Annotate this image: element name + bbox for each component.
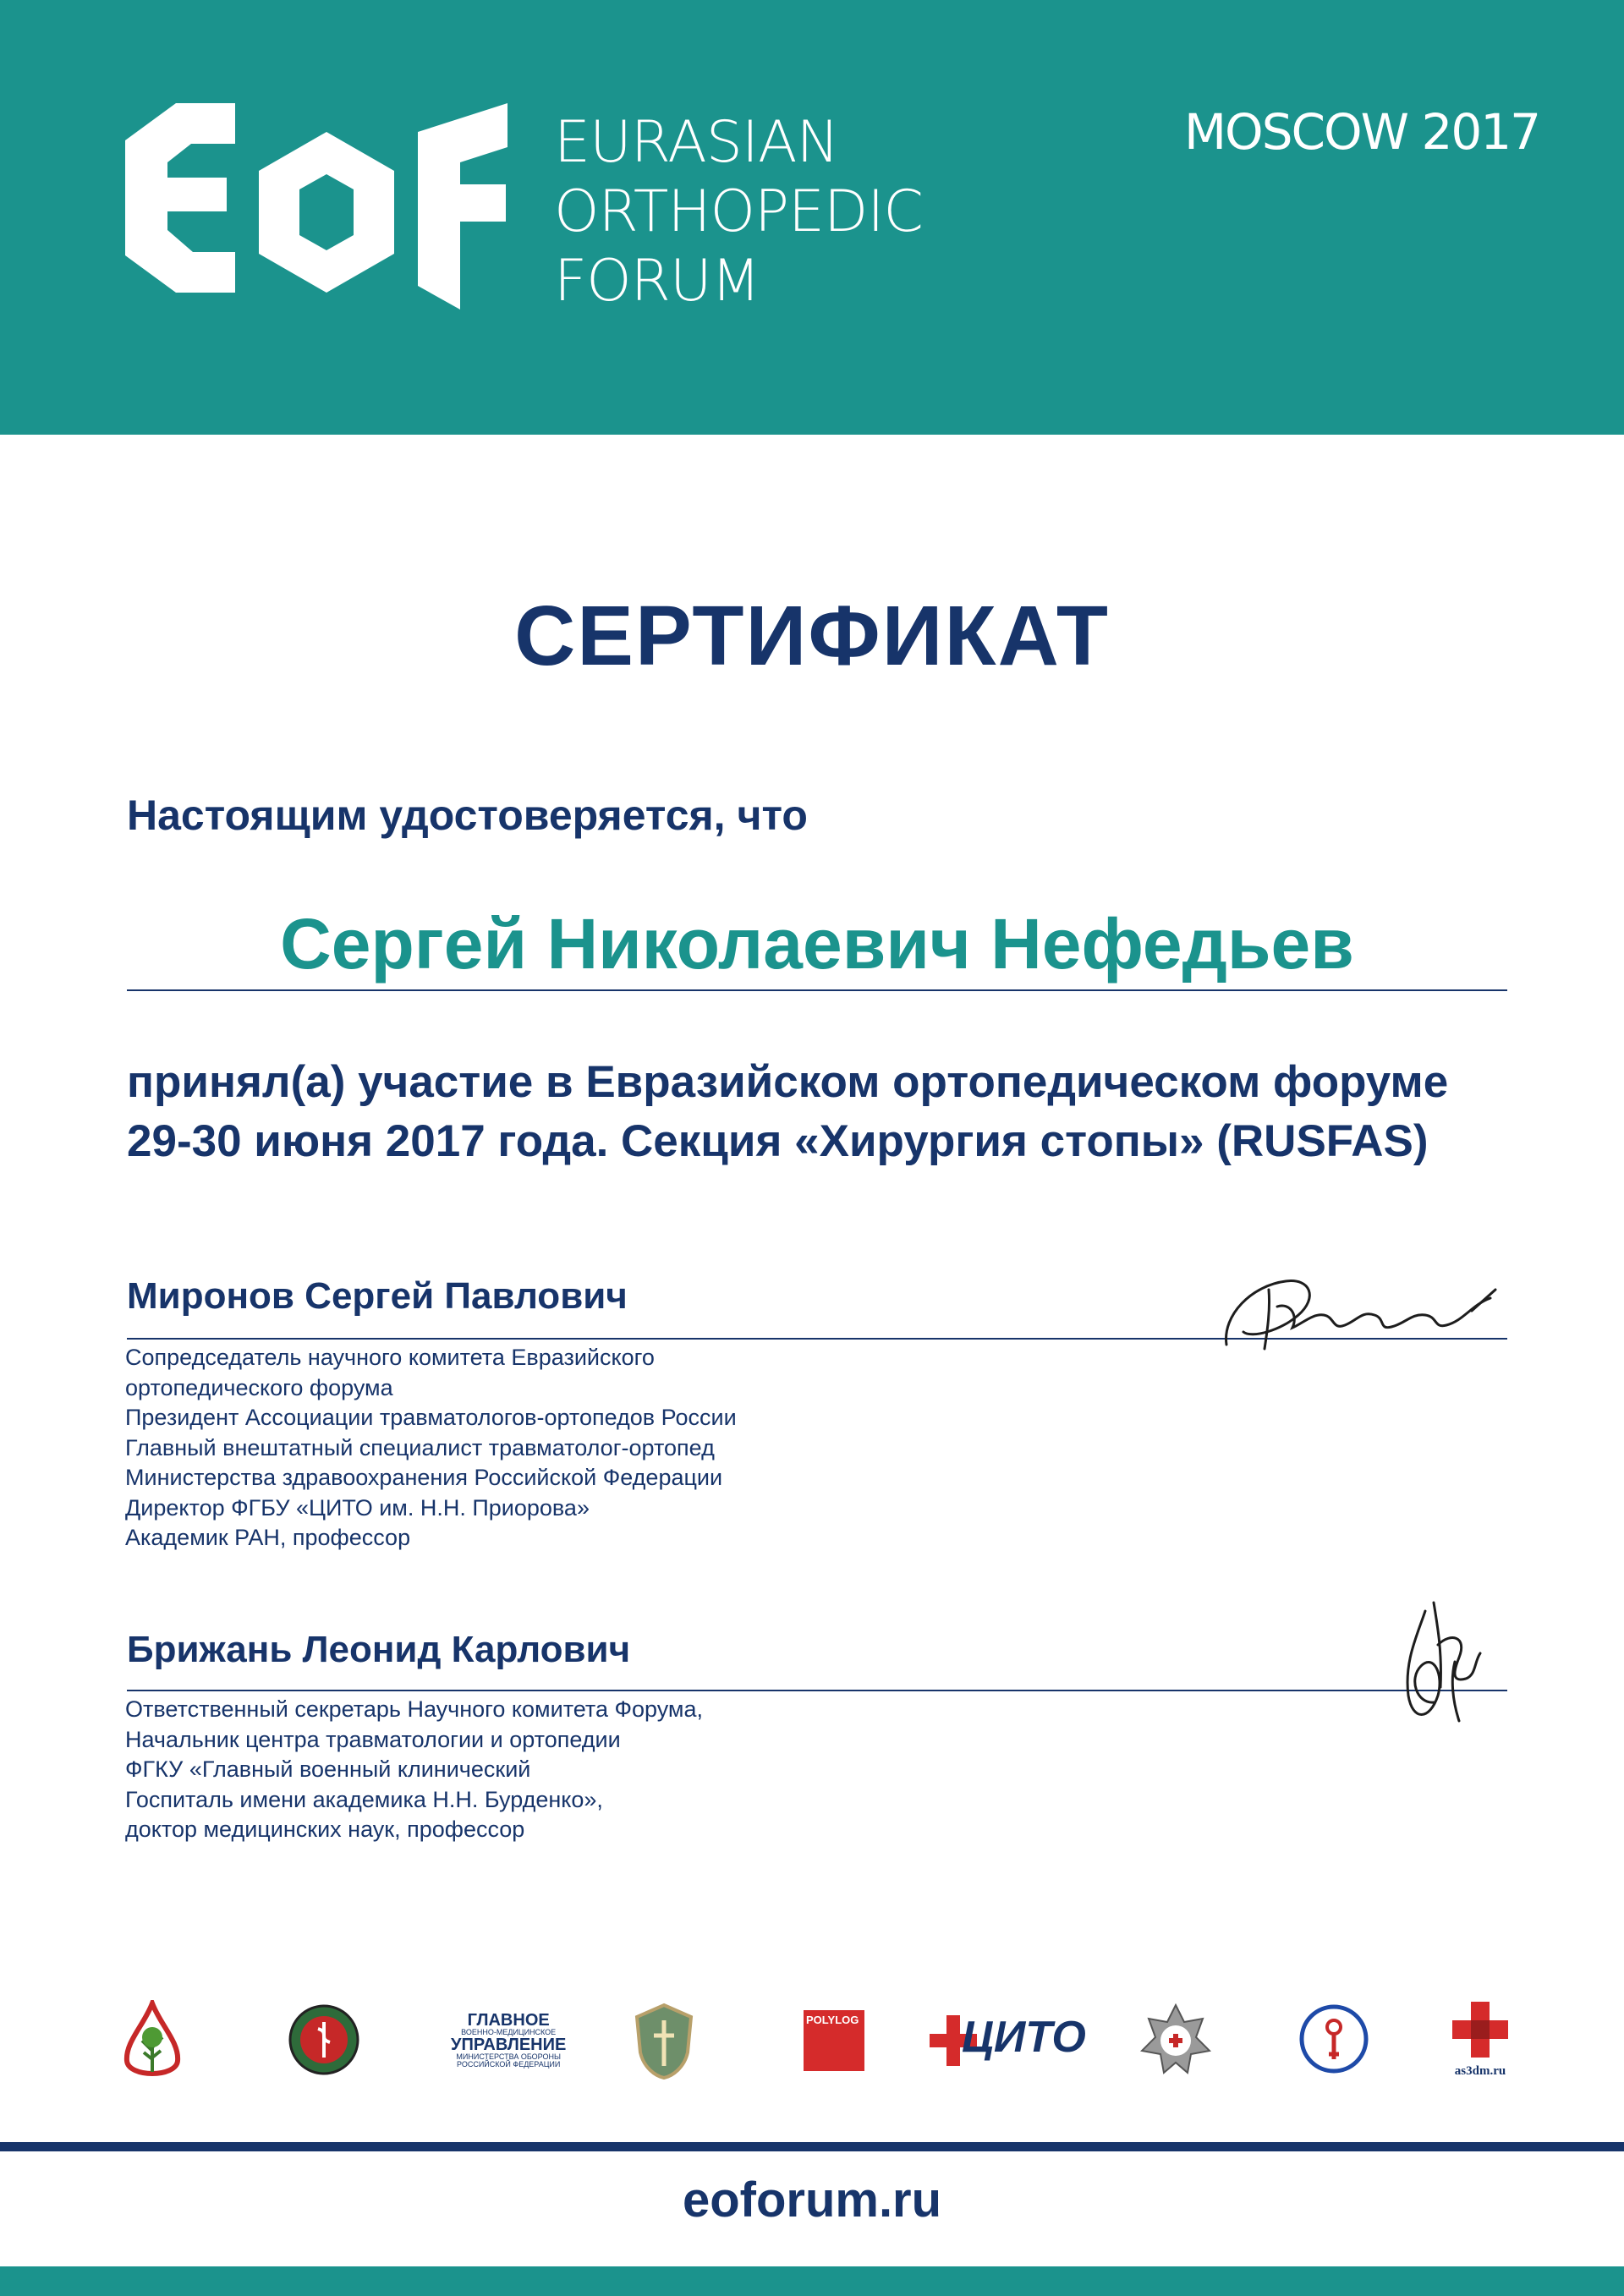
gvmu-line: РОССИЙСКОЙ ФЕДЕРАЦИИ (457, 2060, 561, 2069)
recipient-underline (127, 989, 1507, 991)
participation-line: 29-30 июня 2017 года. Секция «Хирургия стопы» (RUSFAS) (127, 1116, 1429, 1166)
polylog-label: POLYLOG (806, 2014, 859, 2026)
signer-title-line: доктор медицинских наук, профессор (125, 1817, 525, 1842)
forum-name-line: ORTHOPEDIC (554, 178, 923, 245)
signature-line (127, 1690, 1507, 1691)
signer-title-line: Министерства здравоохранения Российской Федерации (125, 1465, 723, 1490)
gvmu-line: ВОЕННО-МЕДИЦИНСКОЕ (461, 2028, 557, 2036)
certificate-header (0, 0, 1624, 435)
signer-title-line: Директор ФГБУ «ЦИТО им. Н.Н. Приорова» (125, 1494, 590, 1521)
eof-logo-mark (125, 103, 508, 310)
signer-title-line: ортопедического форума (125, 1374, 393, 1400)
certificate-title: СЕРТИФИКАТ (514, 589, 1110, 683)
signer-titles (125, 1695, 703, 1845)
footer-band (0, 2266, 1624, 2296)
partner-logo-star-emblem (1140, 2003, 1211, 2076)
signer-title-line: Ответственный секретарь Научного комитета Форума, (125, 1696, 704, 1722)
partner-logo-shield-crest (630, 2002, 698, 2081)
signer-title-line: Начальник центра травматологии и ортопедии (125, 1726, 621, 1752)
partner-logos (0, 1992, 1624, 2093)
recipient-name: Сергей Николаевич Нефедьев (280, 904, 1354, 984)
as3dm-label: as3dm.ru (1454, 2064, 1506, 2078)
signature-image (1218, 1264, 1506, 1357)
cito-label: ЦИТО (962, 2013, 1086, 2062)
forum-name (554, 108, 923, 316)
signature-image (1391, 1594, 1484, 1729)
signer-title-line: Академик РАН, профессор (125, 1525, 411, 1550)
partner-logo-gvmu (451, 2012, 566, 2069)
certificate-intro: Настоящим удостоверяется, что (127, 792, 808, 839)
signer-title-line: Госпиталь имени академика Н.Н. Бурденко», (125, 1786, 603, 1812)
participation-line: принял(а) участие в Евразийском ортопедическом форуме (127, 1057, 1449, 1107)
gvmu-line: ГЛАВНОЕ (467, 2011, 550, 2030)
location-year: MOSCOW 2017 (1184, 103, 1540, 161)
forum-name-line: FORUM (554, 248, 760, 315)
partner-logo-round-emblem (288, 2003, 360, 2076)
partner-logo-round-blue-emblem (1298, 2003, 1369, 2074)
partner-logo-polylog (804, 2010, 864, 2071)
signer-title-line: Президент Ассоциации травматологов-ортопедов России (125, 1405, 737, 1430)
gvmu-line: УПРАВЛЕНИЕ (451, 2036, 567, 2054)
partner-logo-drop-tree (118, 2000, 186, 2085)
forum-name-line: EURASIAN (554, 109, 839, 176)
signer-title-line: Главный внештатный специалист травматолог-ортопед (125, 1434, 715, 1460)
signer-name: Миронов Сергей Павлович (127, 1275, 628, 1317)
participation-text (127, 1053, 1582, 1171)
website-url: eoforum.ru (682, 2173, 942, 2228)
gvmu-line: МИНИСТЕРСТВА ОБОРОНЫ (456, 2052, 561, 2061)
signer-title-line: Сопредседатель научного комитета Евразийского (125, 1345, 655, 1370)
signer-title-line: ФГКУ «Главный военный клинический (125, 1756, 531, 1782)
signer-titles (125, 1343, 737, 1553)
partner-logo-cito (928, 2010, 1086, 2071)
partner-logo-as3dm (1446, 2000, 1514, 2085)
signer-name: Брижань Леонид Карлович (127, 1629, 631, 1670)
as3dm-cross-icon (1451, 2000, 1510, 2061)
footer-divider (0, 2142, 1624, 2151)
